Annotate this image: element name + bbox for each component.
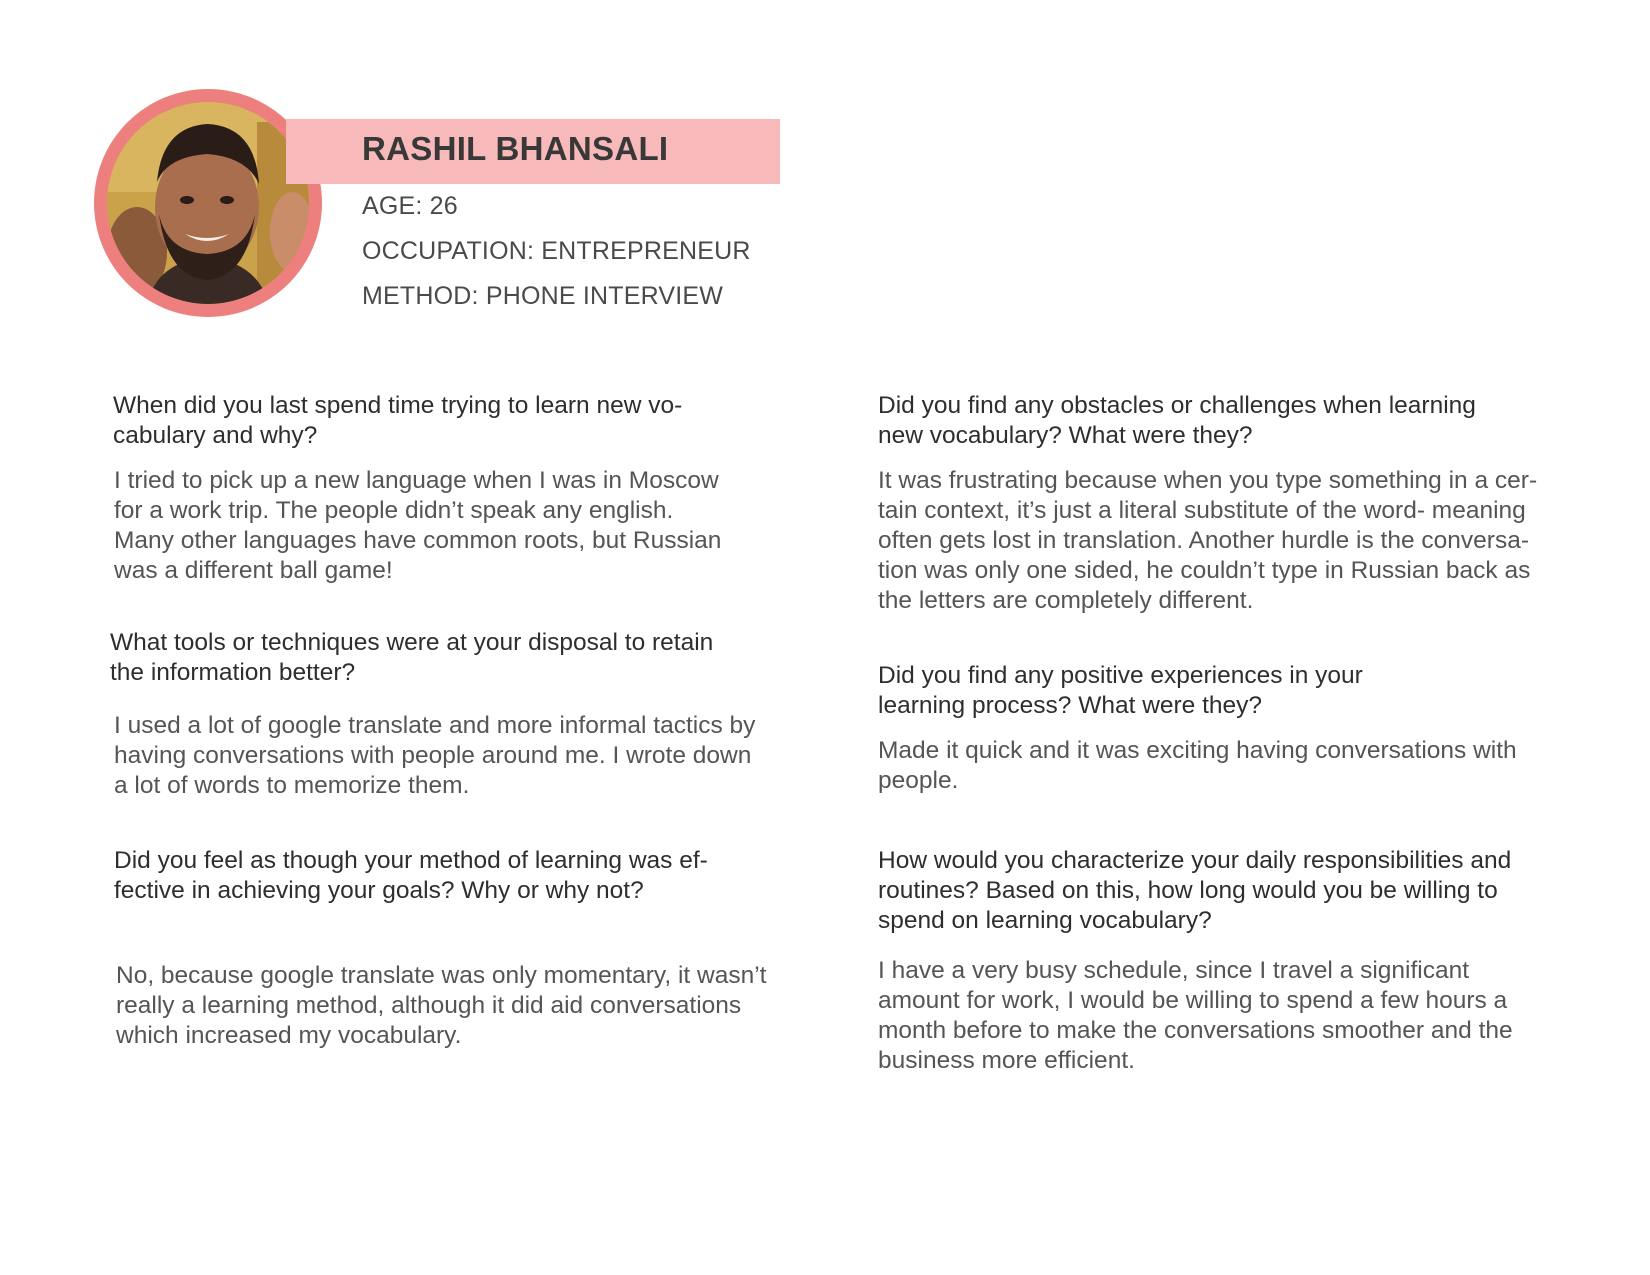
question-3: Did you feel as though your method of learning was ef- fective in achieving your goals? Why or why not?	[114, 847, 708, 904]
question-4: Did you find any obstacles or challenges when learning new vocabulary? What were they?	[878, 392, 1476, 449]
profile-photo	[107, 102, 309, 304]
answer-5: Made it quick and it was exciting having conversations with people.	[878, 737, 1517, 794]
question-6: How would you characterize your daily responsibilities and routines? Based on this, how long would you be willing to spend on learning vocabulary?	[878, 847, 1512, 934]
profile-occupation: OCCUPATION: ENTREPRENEUR	[362, 237, 751, 265]
profile-name: RASHIL BHANSALI	[362, 130, 669, 167]
question-5: Did you find any positive experiences in your learning process? What were they?	[878, 662, 1363, 719]
profile-photo-illustration	[107, 102, 309, 304]
answer-6: I have a very busy schedule, since I travel a significant amount for work, I would be willing to spend a few hours a month before to make the conversations smoother and the business more efficient.	[878, 957, 1513, 1074]
answer-3: No, because google translate was only momentary, it wasn’t really a learning method, although it did aid conversations which increased my vocabulary.	[116, 962, 767, 1049]
profile-method: METHOD: PHONE INTERVIEW	[362, 282, 724, 310]
question-1: When did you last spend time trying to learn new vo- cabulary and why?	[113, 392, 683, 449]
answer-1: I tried to pick up a new language when I was in Moscow for a work trip. The people didn’t speak any english. Many other languages have common roots, but Russian was a different ball game!	[114, 467, 722, 584]
profile-age: AGE: 26	[362, 192, 458, 220]
answer-2: I used a lot of google translate and more informal tactics by having conversations with people around me. I wrote down a lot of words to memorize them.	[114, 712, 756, 799]
answer-4: It was frustrating because when you type something in a cer- tain context, it’s just a literal substitute of the word- meaning often gets lost in translation. Another hurdle is the conversa- tion was only one sided, he couldn’t type in Russian back as the letters are completely different.	[878, 467, 1538, 614]
question-2: What tools or techniques were at your disposal to retain the information better?	[110, 629, 714, 686]
